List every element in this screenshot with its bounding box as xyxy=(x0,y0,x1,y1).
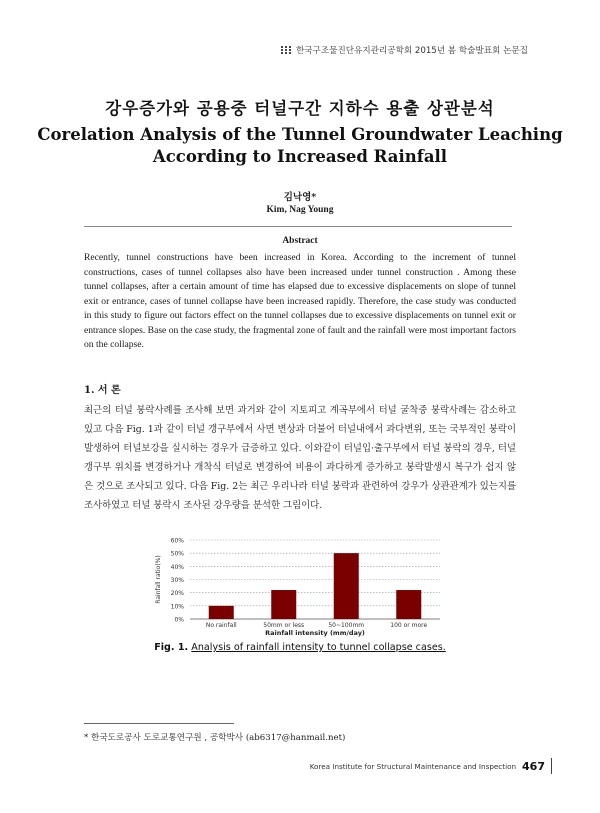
abstract-heading: Abstract xyxy=(282,236,318,246)
figure-label: Fig. 1. xyxy=(154,642,189,653)
y-tick-label: 40% xyxy=(170,563,184,571)
running-header-text: 한국구조물진단유지관리공학회 2015년 봄 학술발표회 논문집 xyxy=(295,46,528,56)
y-tick-label: 0% xyxy=(174,616,184,624)
title-english-line1: Corelation Analysis of the Tunnel Groundwater Leaching xyxy=(37,125,563,144)
y-axis-label: Rainfall ratio(%) xyxy=(155,555,162,604)
figure-caption xyxy=(0,642,600,653)
footer-bar xyxy=(551,758,552,774)
chart-svg xyxy=(150,530,450,640)
y-tick-label: 30% xyxy=(170,577,184,584)
y-tick-label: 50% xyxy=(170,550,184,558)
x-axis-label: Rainfall intensity (mm/day) xyxy=(265,629,365,637)
title-english-line2: According to Increased Rainfall xyxy=(152,147,448,166)
title-english xyxy=(0,124,600,168)
divider xyxy=(84,226,512,227)
bar xyxy=(334,553,359,619)
rainfall-chart xyxy=(150,530,450,640)
title-korean: 강우증가와 공용중 터널구간 지하수 용출 상관분석 xyxy=(105,99,495,118)
bar xyxy=(209,606,234,619)
x-tick-label: 50~100mm xyxy=(328,622,365,629)
page-number: 467 xyxy=(522,759,545,773)
bar xyxy=(396,590,421,619)
bar xyxy=(271,590,296,619)
grid-dots-icon xyxy=(281,46,292,55)
running-header xyxy=(281,44,528,56)
y-tick-label: 20% xyxy=(170,590,184,598)
section-heading: 1. 서 론 xyxy=(84,385,121,396)
abstract-text: Recently, tunnel constructions have been increased in Korea. According to the increment of tunnel constructions, cases of tunnel collapses also have been increased under tunnel construction . Among these tunnel collapses, after a certain amount of time has elapsed due to excessive displacements on slope of tunnel exit or entrance, cases of tunnel collapse have been increased rapidly. Therefore, the case study was conducted in this study to figure out factors effect on the tunnel collapses due to excessive displacements on tunnel exit or entrance slopes. Base on the case study, the fragmental zone of fault and the rainfall were most important factors on the collapse. xyxy=(84,252,517,350)
footnote-divider xyxy=(84,723,234,724)
footer-org: Korea Institute for Structural Maintenance and Inspection xyxy=(309,761,517,771)
author-korean: 김낙영* xyxy=(283,192,317,203)
footnote: * 한국도로공사 도로교통연구원 , 공학박사 (ab6317@hanmail.net) xyxy=(84,733,346,743)
x-tick-label: 100 or more xyxy=(390,622,428,629)
y-tick-label: 60% xyxy=(170,537,184,545)
section-body: 최근의 터널 붕락사례를 조사해 보면 과거와 같이 지토피고 계곡부에서 터널 굴착중 붕락사례는 감소하고 있고 다음 Fig. 1과 같이 터널 갱구부에서 사면 변상과 더불어 터널내에서 과다변위, 또는 국부적인 붕락이 발생하여 터널보강을 실시하는 경우가 급증하고 있다. 이와같이 터널입·출구부에서 터널 붕락의 경우, 터널 갱구부 위치를 변경하거나 개착식 터널로 변경하여 비용이 과다하게 증가하고 붕락발생시 복구가 쉽지 않은 것으로 조사되고 있다. 다음 Fig. 2는 최근 우리나라 터널 붕락과 관련하여 강우가 상관관계가 있는지를 조사하였고 터널 붕락시 조사된 강우량을 분석한 그림이다. xyxy=(84,405,516,511)
y-tick-label: 10% xyxy=(170,603,184,611)
x-tick-label: 50mm or less xyxy=(263,622,305,629)
figure-caption-text: Analysis of rainfall intensity to tunnel collapse cases. xyxy=(191,642,446,653)
page-footer xyxy=(310,758,552,774)
author-english: Kim, Nag Young xyxy=(266,205,334,215)
x-tick-label: No rainfall xyxy=(205,622,237,629)
